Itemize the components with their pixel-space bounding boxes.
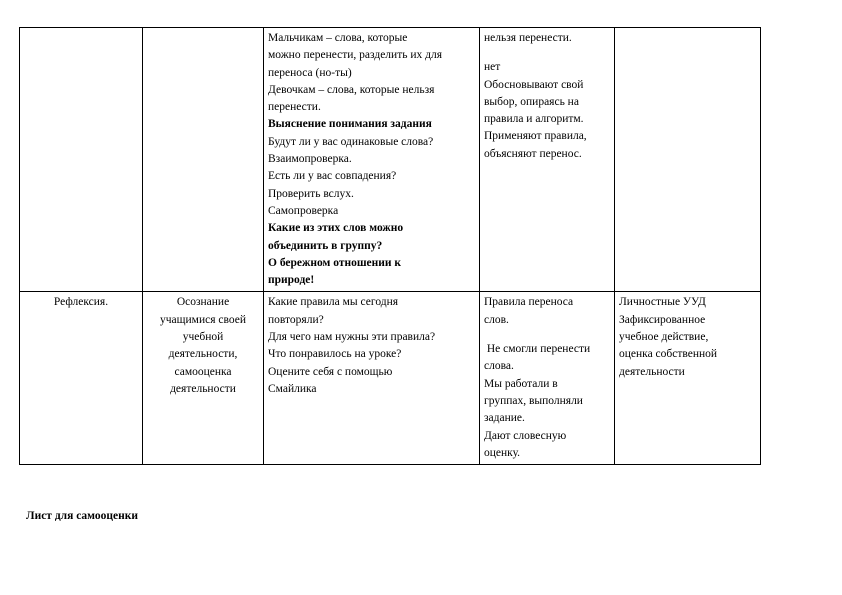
teacher-line: Взаимопроверка. [268, 153, 352, 166]
student-line: Правила переноса [484, 296, 574, 309]
uud-line: Зафиксированное [619, 313, 706, 326]
student-line: группах, выполняли [484, 394, 583, 407]
uud-cell [615, 292, 761, 465]
goal-line: учащимися своей [160, 313, 246, 326]
self-assessment-title: Лист для самооценки [26, 510, 138, 522]
goal-line: деятельности, [168, 348, 238, 361]
teacher-line: Что понравилось на уроке? [268, 348, 402, 361]
teacher-line: Для чего нам нужны эти правила? [268, 331, 436, 344]
teacher-line: Какие из этих слов можно [268, 222, 404, 235]
student-line: правила и алгоритм. [484, 113, 584, 126]
stage-label: Рефлексия. [53, 296, 109, 309]
teacher-line: объединить в группу? [268, 239, 383, 252]
student-line: Не смогли перенести [484, 343, 591, 356]
teacher-line: Проверить вслух. [268, 187, 354, 200]
teacher-line: можно перенести, разделить их для [268, 49, 442, 62]
student-line: Дают словесную [484, 429, 567, 442]
uud-line: деятельности [619, 365, 685, 378]
student-line: слов. [484, 313, 509, 326]
goal-line: самооценка [174, 365, 232, 378]
student-line: объясняют перенос. [484, 147, 582, 160]
teacher-line: природе! [268, 274, 315, 287]
teacher-line: переноса (но-ты) [268, 66, 352, 79]
teacher-line: Выяснение понимания задания [268, 118, 432, 131]
teacher-line: перенести. [268, 101, 321, 114]
teacher-line: повторяли? [268, 313, 324, 326]
goal-line: деятельности [170, 382, 236, 395]
goal-line: Осознание [176, 296, 230, 309]
teacher-line: Смайлика [268, 382, 317, 395]
lesson-plan-table [19, 27, 761, 465]
teacher-line: Оцените себя с помощью [268, 365, 393, 378]
uud-line: учебное действие, [619, 331, 709, 344]
stage-cell [20, 28, 143, 292]
student-activity-cell [480, 28, 615, 292]
uud-line: оценка собственной [619, 348, 718, 361]
teacher-activity-cell [264, 28, 480, 292]
table-row [20, 28, 761, 292]
student-line: выбор, опираясь на [484, 95, 579, 108]
teacher-line: О бережном отношении к [268, 256, 402, 269]
student-line: оценку. [484, 446, 521, 459]
goal-cell [143, 292, 264, 465]
teacher-line: Есть ли у вас совпадения? [268, 170, 397, 183]
student-line: нельзя перенести. [484, 32, 572, 44]
student-line: Обосновывают свой [484, 78, 584, 91]
student-line: задание. [484, 412, 525, 425]
table-row [20, 292, 761, 465]
uud-cell [615, 28, 761, 292]
teacher-line: Девочкам – слова, которые нельзя [268, 83, 435, 96]
teacher-activity-cell [264, 292, 480, 465]
stage-cell [20, 292, 143, 465]
teacher-line: Мальчикам – слова, которые [268, 32, 408, 44]
teacher-line: Самопроверка [268, 204, 339, 217]
teacher-line: Какие правила мы сегодня [268, 296, 399, 309]
teacher-line: Будут ли у вас одинаковые слова? [268, 135, 434, 148]
student-activity-cell [480, 292, 615, 465]
student-line: слова. [484, 360, 514, 373]
uud-line: Личностные УУД [619, 296, 706, 309]
student-line: Применяют правила, [484, 130, 587, 143]
student-line: Мы работали в [484, 377, 558, 390]
goal-line: учебной [182, 331, 224, 344]
goal-cell [143, 28, 264, 292]
student-line: нет [484, 61, 501, 74]
